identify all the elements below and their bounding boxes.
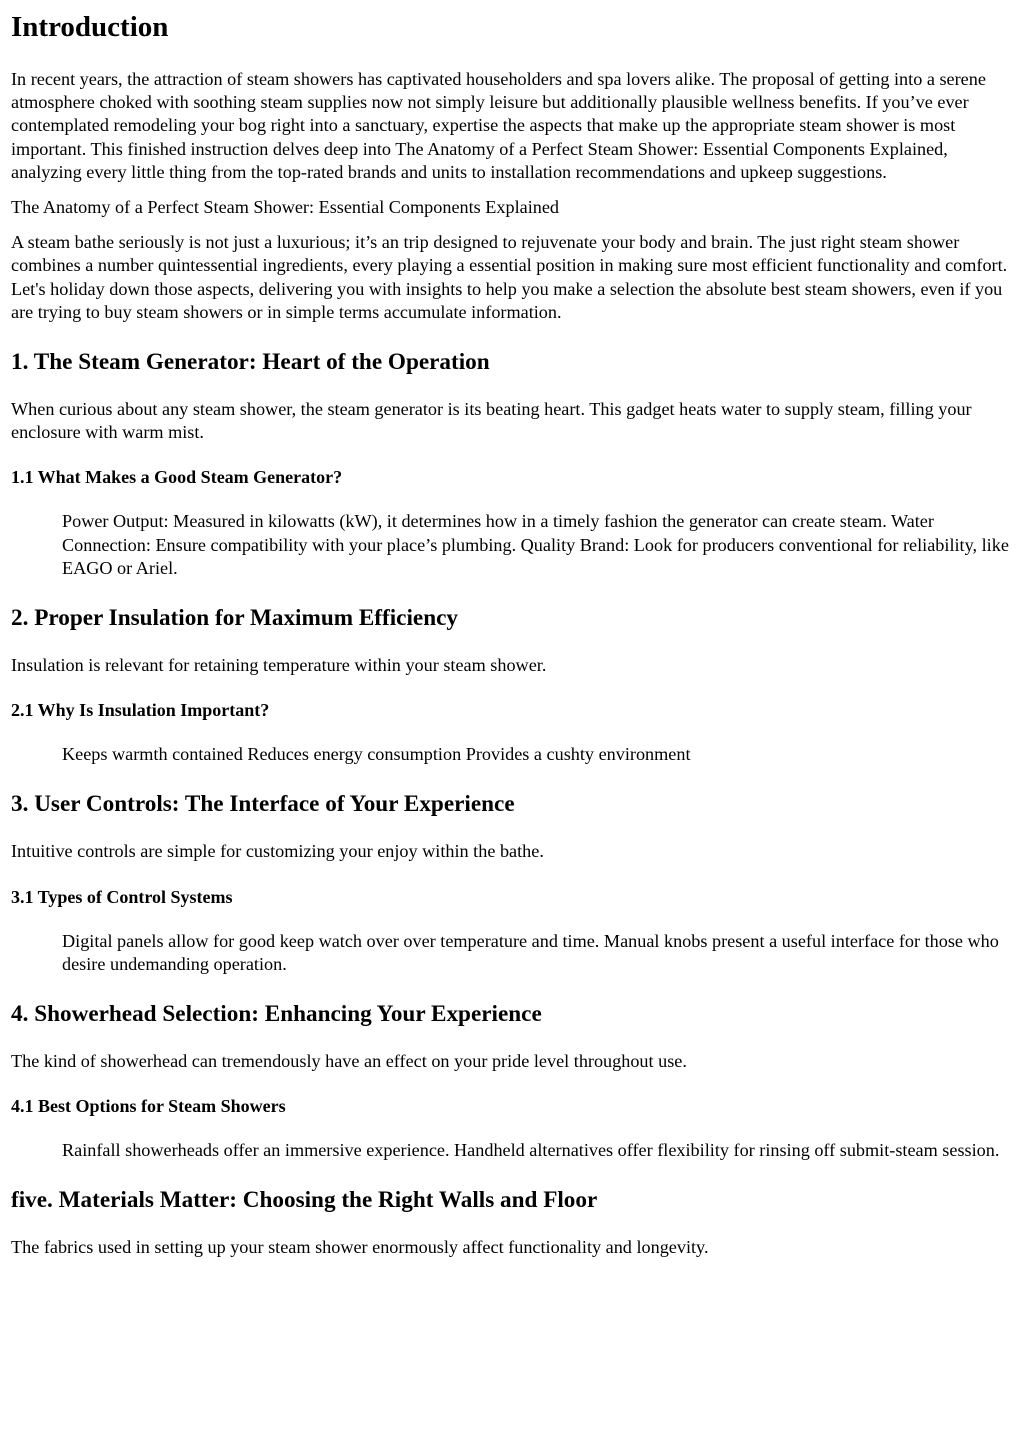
section-list xyxy=(11,1139,1013,1162)
section-paragraph: The fabrics used in setting up your steam shower enormously affect functionality and longevity. xyxy=(11,1237,709,1258)
section-heading: five. Materials Matter: Choosing the Right Walls and Floor xyxy=(11,1187,598,1214)
intro-paragraph: In recent years, the attraction of steam showers has captivated householders and spa lovers alike. The proposal of getting into a serene atmosphere choked with soothing steam supplies now not simply leisure but additionally plausible wellness benefits. If you’ve ever contemplated remodeling your bog right into a sanctuary, expertise the aspects that make up the appropriate steam shower is most important. This finished instruction delves deep into The Anatomy of a Perfect Steam Shower: Essential Components Explained, analyzing every little thing from the top-rated brands and units to installation recommendations and upkeep suggestions. xyxy=(11,69,986,182)
section-user-controls xyxy=(11,790,1013,976)
section-heading: 1. The Steam Generator: Heart of the Operation xyxy=(11,349,490,376)
list-item: Digital panels allow for good keep watch over over temperature and time. Manual knobs present a useful interface for those who desire undemanding operation. xyxy=(62,930,999,974)
section-paragraph: Insulation is relevant for retaining temperature within your steam shower. xyxy=(11,655,547,676)
list-item: Keeps warmth contained Reduces energy consumption Provides a cushty environment xyxy=(62,744,691,765)
section-insulation xyxy=(11,604,1013,766)
overview-paragraph: A steam bathe seriously is not just a luxurious; it’s an trip designed to rejuvenate your body and brain. The just right steam shower combines a number quintessential ingredients, every playing a essential position in making sure most efficient functionality and comfort. Let's holiday down those aspects, delivering you with insights to help you make a selection the absolute best steam showers, even if you are trying to buy steam showers or in simple terms accumulate information. xyxy=(11,232,1008,322)
section-list xyxy=(11,510,1013,580)
section-showerhead xyxy=(11,1000,1013,1162)
list-item: Rainfall showerheads offer an immersive experience. Handheld alternatives offer flexibility for rinsing off submit-steam session. xyxy=(62,1140,1000,1161)
section-steam-generator xyxy=(11,348,1013,580)
list-item: Power Output: Measured in kilowatts (kW), it determines how in a timely fashion the generator can create steam. Water Connection: Ensure compatibility with your place’s plumbing. Quality Brand: Look for producers conventional for reliability, like EAGO or Ariel. xyxy=(62,511,1009,578)
section-subheading: 1.1 What Makes a Good Steam Generator? xyxy=(11,467,343,488)
section-subheading: 4.1 Best Options for Steam Showers xyxy=(11,1096,286,1117)
section-paragraph: The kind of showerhead can tremendously have an effect on your pride level throughout use. xyxy=(11,1051,687,1072)
section-paragraph: When curious about any steam shower, the steam generator is its beating heart. This gadget heats water to supply steam, filling your enclosure with warm mist. xyxy=(11,399,972,443)
section-list xyxy=(11,743,1013,766)
section-list xyxy=(11,930,1013,976)
subtitle-line: The Anatomy of a Perfect Steam Shower: Essential Components Explained xyxy=(11,197,560,218)
page-title: Introduction xyxy=(11,11,169,43)
section-subheading: 3.1 Types of Control Systems xyxy=(11,886,233,907)
section-heading: 4. Showerhead Selection: Enhancing Your Experience xyxy=(11,1001,542,1028)
section-subheading: 2.1 Why Is Insulation Important? xyxy=(11,700,270,721)
article xyxy=(0,10,1024,1260)
section-paragraph: Intuitive controls are simple for customizing your enjoy within the bathe. xyxy=(11,841,544,862)
section-heading: 3. User Controls: The Interface of Your Experience xyxy=(11,791,515,818)
section-materials xyxy=(11,1186,1013,1259)
section-heading: 2. Proper Insulation for Maximum Efficiency xyxy=(11,605,458,632)
